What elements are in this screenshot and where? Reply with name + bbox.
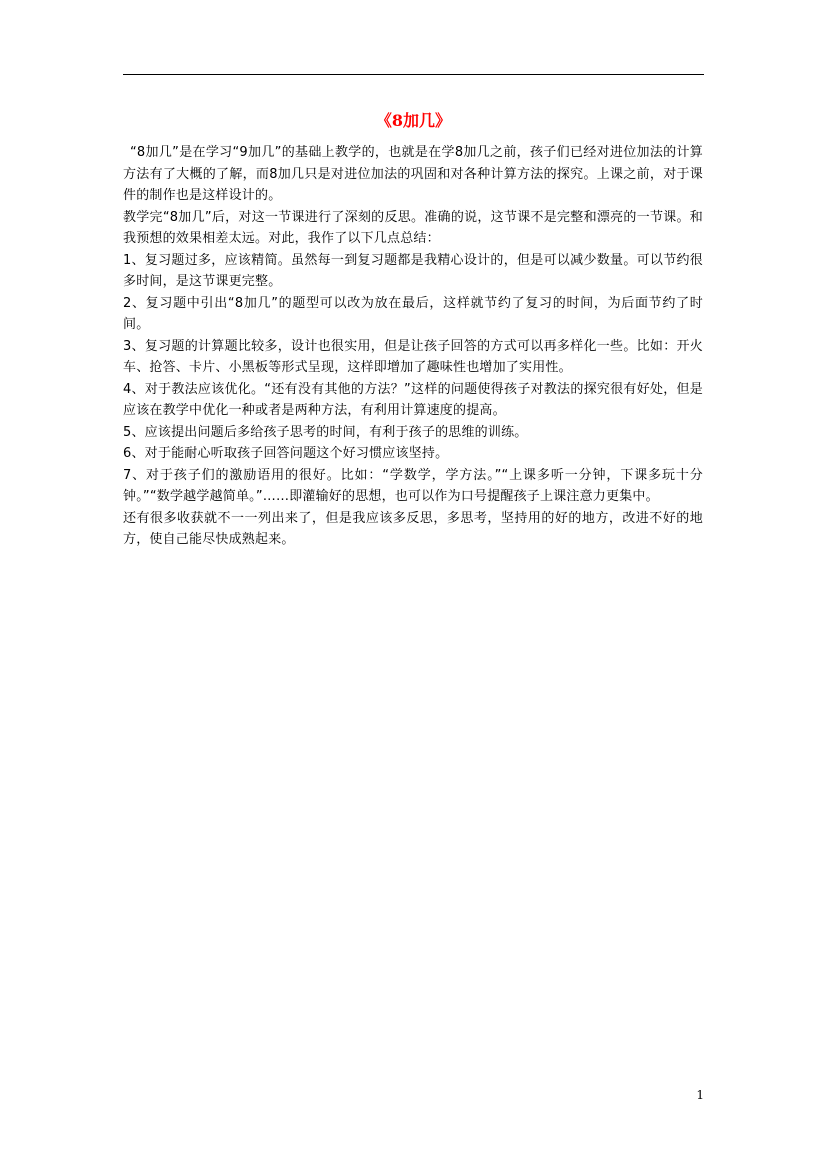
list-item-1: 1、复习题过多，应该精简。虽然每一到复习题都是我精心设计的，但是可以减少数量。可以节约很多时间，是这节课更完整。 [123,252,703,289]
document-title: 《8加几》 [375,111,452,130]
document-body [123,142,703,551]
list-item-7: 7、对于孩子们的激励语用的很好。比如：“学数学，学方法。”“上课多听一分钟，下课多玩十分钟。”“数学越学越简单。”……即灌输好的思想，也可以作为口号提醒孩子上课注意力更集中。 [123,467,703,504]
list-item-6: 6、对于能耐心听取孩子回答问题这个好习惯应该坚持。 [123,446,449,461]
paragraph-intro: “8加几”是在学习“9加几”的基础上教学的，也就是在学8加几之前，孩子们已经对进位加法的计算方法有了大概的了解，而8加几只是对进位加法的巩固和对各种计算方法的探究。上课之前，对于课件的制作也是这样设计的。 [123,145,703,203]
paragraph-reflection: 教学完“8加几”后，对这一节课进行了深刻的反思。准确的说，这节课不是完整和漂亮的一节课。和我预想的效果相差太远。对此，我作了以下几点总结： [123,209,703,246]
list-item-2: 2、复习题中引出“8加几”的题型可以改为放在最后，这样就节约了复习的时间，为后面节约了时间。 [123,295,703,332]
page-number: 1 [696,1088,704,1102]
list-item-3: 3、复习题的计算题比较多，设计也很实用，但是让孩子回答的方式可以再多样化一些。比如：开火车、抢答、卡片、小黑板等形式呈现，这样即增加了趣味性也增加了实用性。 [123,338,703,375]
list-item-5: 5、应该提出问题后多给孩子思考的时间，有利于孩子的思维的训练。 [123,424,528,440]
paragraph-conclusion: 还有很多收获就不一一列出来了，但是我应该多反思，多思考，坚持用的好的地方，改进不好的地方，使自己能尽快成熟起来。 [123,510,703,547]
header-rule [123,74,704,75]
list-item-4: 4、对于教法应该优化。“还有没有其他的方法？”这样的问题使得孩子对教法的探究很有好处，但是应该在教学中优化一种或者是两种方法，有利用计算速度的提高。 [123,381,703,418]
